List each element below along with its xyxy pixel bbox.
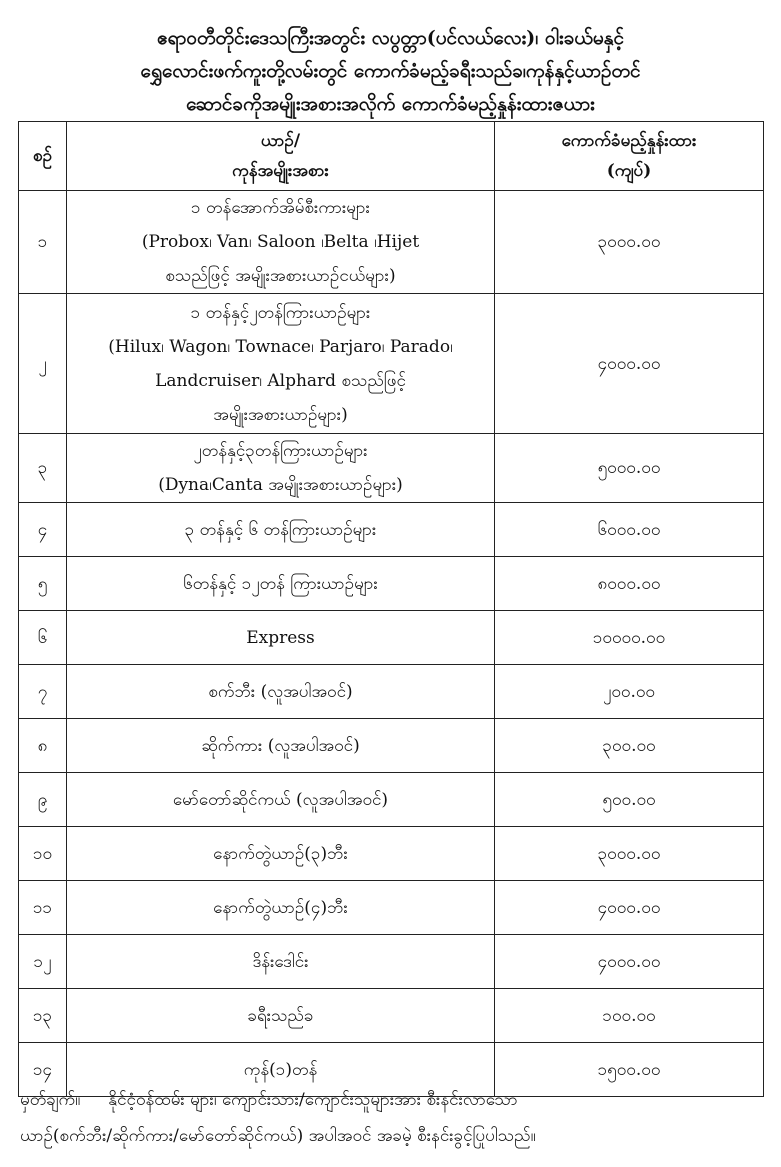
- document-title: [20, 22, 761, 121]
- row-type-line: Landcruiser၊ Alphard စသည်ဖြင့်: [155, 370, 406, 391]
- row-rate: ၃၀၀၀.၀၀: [495, 191, 764, 294]
- footnote: [20, 1082, 761, 1154]
- row-type-line: ၆တန်နှင့် ၁၂တန် ကြားယာဉ်များ: [183, 573, 378, 594]
- row-vehicle-cargo-type: [67, 827, 495, 881]
- row-rate: ၁၀၀.၀၀: [495, 989, 764, 1043]
- row-vehicle-cargo-type: [67, 989, 495, 1043]
- row-rate: ၁၀၀၀၀.၀၀: [495, 611, 764, 665]
- row-type-line: ကုန်(၁)တန်: [243, 1059, 318, 1080]
- row-rate: ၆၀၀၀.၀၀: [495, 503, 764, 557]
- table-body: [19, 191, 764, 1097]
- table-row: [19, 989, 764, 1043]
- row-vehicle-cargo-type: [67, 773, 495, 827]
- row-type-line: Express: [246, 627, 315, 648]
- row-vehicle-cargo-type: [67, 434, 495, 503]
- row-vehicle-cargo-type: [67, 503, 495, 557]
- row-rate: ၃၀၀.၀၀: [495, 719, 764, 773]
- table-row: [19, 611, 764, 665]
- table-row: [19, 191, 764, 294]
- row-type-line: စက်ဘီး (လူအပါအဝင်): [208, 681, 353, 702]
- row-vehicle-cargo-type: [67, 881, 495, 935]
- table-row: [19, 773, 764, 827]
- row-type-line: စသည်ဖြင့် အမျိုးအစားယာဉ်ငယ်များ): [165, 266, 396, 286]
- row-type-line: (Probox၊ Van၊ Saloon ၊Belta ၊Hijet: [141, 232, 420, 252]
- row-serial-number: ၉: [19, 773, 67, 827]
- row-rate: ၃၀၀၀.၀၀: [495, 827, 764, 881]
- footnote-line-1: [20, 1082, 761, 1118]
- row-serial-number: ၆: [19, 611, 67, 665]
- table-row: [19, 294, 764, 434]
- row-serial-number: ၁၁: [19, 881, 67, 935]
- row-vehicle-cargo-type: [67, 719, 495, 773]
- row-rate: ၂၀၀.၀၀: [495, 665, 764, 719]
- row-rate: ၅၀၀၀.၀၀: [495, 434, 764, 503]
- row-serial-number: ၅: [19, 557, 67, 611]
- table-row: [19, 935, 764, 989]
- table-row: [19, 434, 764, 503]
- table-row: [19, 503, 764, 557]
- row-vehicle-cargo-type: [67, 665, 495, 719]
- table-row: [19, 881, 764, 935]
- row-type-line: နောက်တွဲယာဉ်(၄)ဘီး: [213, 897, 348, 918]
- title-line-1: ဧရာဝတီတိုင်းဒေသကြီးအတွင်း လပွတ္တာ(ပင်လယ်လေး)၊ ဝါးခယ်မနှင့်: [156, 27, 625, 49]
- title-line-3: ဆောင်ခကိုအမျိုးအစားအလိုက် ကောက်ခံမည့်နှုန်းထားဇယား: [186, 93, 595, 115]
- row-type-line: ၂တန်နှင့်၃တန်ကြားယာဉ်များ: [193, 441, 368, 461]
- row-serial-number: ၁၃: [19, 989, 67, 1043]
- row-rate: ၄၀၀၀.၀၀: [495, 294, 764, 434]
- table-row: [19, 827, 764, 881]
- row-type-line: ဒိန်းဒေါင်း: [252, 951, 309, 972]
- row-vehicle-cargo-type: [67, 611, 495, 665]
- row-serial-number: ၂: [19, 294, 67, 434]
- row-serial-number: ၁၀: [19, 827, 67, 881]
- row-rate: ၄၀၀၀.၀၀: [495, 881, 764, 935]
- row-type-line: ဆိုက်ကား (လူအပါအဝင်): [201, 735, 360, 756]
- table-row: [19, 665, 764, 719]
- row-serial-number: ၁၄: [19, 1043, 67, 1097]
- row-type-line: ၁ တန်နှင့်၂တန်ကြားယာဉ်များ: [190, 302, 371, 323]
- row-type-line: မော်တော်ဆိုင်ကယ် (လူအပါအဝင်): [172, 789, 389, 810]
- header-rate: [495, 122, 764, 191]
- row-vehicle-cargo-type: [67, 191, 495, 294]
- row-rate: ၅၀၀.၀၀: [495, 773, 764, 827]
- row-serial-number: ၁: [19, 191, 67, 294]
- row-rate: ၄၀၀၀.၀၀: [495, 935, 764, 989]
- row-type-line: ၃ တန်နှင့် ၆ တန်ကြားယာဉ်များ: [184, 519, 377, 540]
- row-vehicle-cargo-type: [67, 294, 495, 434]
- row-type-line: ၁ တန်အောက်အိမ်စီးကားများ: [191, 198, 370, 218]
- row-serial-number: ၄: [19, 503, 67, 557]
- header-vehicle-cargo-type: [67, 122, 495, 191]
- footnote-label: မှတ်ချက်။: [20, 1090, 81, 1110]
- table-row: [19, 719, 764, 773]
- header-type-line-1: ယာဉ်/: [260, 131, 301, 151]
- header-rate-line-1: ကောက်ခံမည့်နှုန်းထား: [561, 131, 697, 151]
- row-serial-number: ၁၂: [19, 935, 67, 989]
- header-serial-number: စဉ်: [19, 122, 67, 191]
- row-serial-number: ၇: [19, 665, 67, 719]
- header-rate-line-2: (ကျပ်): [606, 161, 652, 181]
- row-type-line: ခရီးသည်ခ: [247, 1005, 314, 1026]
- row-vehicle-cargo-type: [67, 557, 495, 611]
- row-rate: ၁၅၀၀.၀၀: [495, 1043, 764, 1097]
- row-type-line: နောက်တွဲယာဉ်(၃)ဘီး: [213, 843, 348, 864]
- row-type-line: (Hilux၊ Wagon၊ Townace၊ Parjaro၊ Parado၊: [108, 336, 453, 357]
- fee-rate-table: [18, 121, 764, 1097]
- row-vehicle-cargo-type: [67, 935, 495, 989]
- row-type-line: အမျိုးအစားယာဉ်များ): [213, 404, 348, 425]
- row-type-line: (Dyna၊Canta အမျိုးအစားယာဉ်များ): [158, 475, 403, 495]
- row-rate: ၈၀၀၀.၀၀: [495, 557, 764, 611]
- header-type-line-2: ကုန်အမျိုးအစား: [232, 161, 329, 181]
- row-serial-number: ၈: [19, 719, 67, 773]
- footnote-text-1: နိုင်ငံ့ဝန်ထမ်း များ၊ ကျောင်းသား/ကျောင်းသူများအား စီးနင်းလာသော: [108, 1090, 518, 1110]
- table-row: [19, 557, 764, 611]
- title-line-2: ရွှေလောင်းဖက်ကူးတို့လမ်းတွင် ကောက်ခံမည့်ခရီးသည်ခ၊ကုန်နှင့်ယာဉ်တင်: [140, 60, 641, 82]
- table-header-row: [19, 122, 764, 191]
- footnote-line-2: ယာဉ်(စက်ဘီး/ဆိုက်ကား/မော်တော်ဆိုင်ကယ်) အပါအဝင် အခမဲ့ စီးနင်းခွင့်ပြုပါသည်။: [20, 1126, 536, 1146]
- row-serial-number: ၃: [19, 434, 67, 503]
